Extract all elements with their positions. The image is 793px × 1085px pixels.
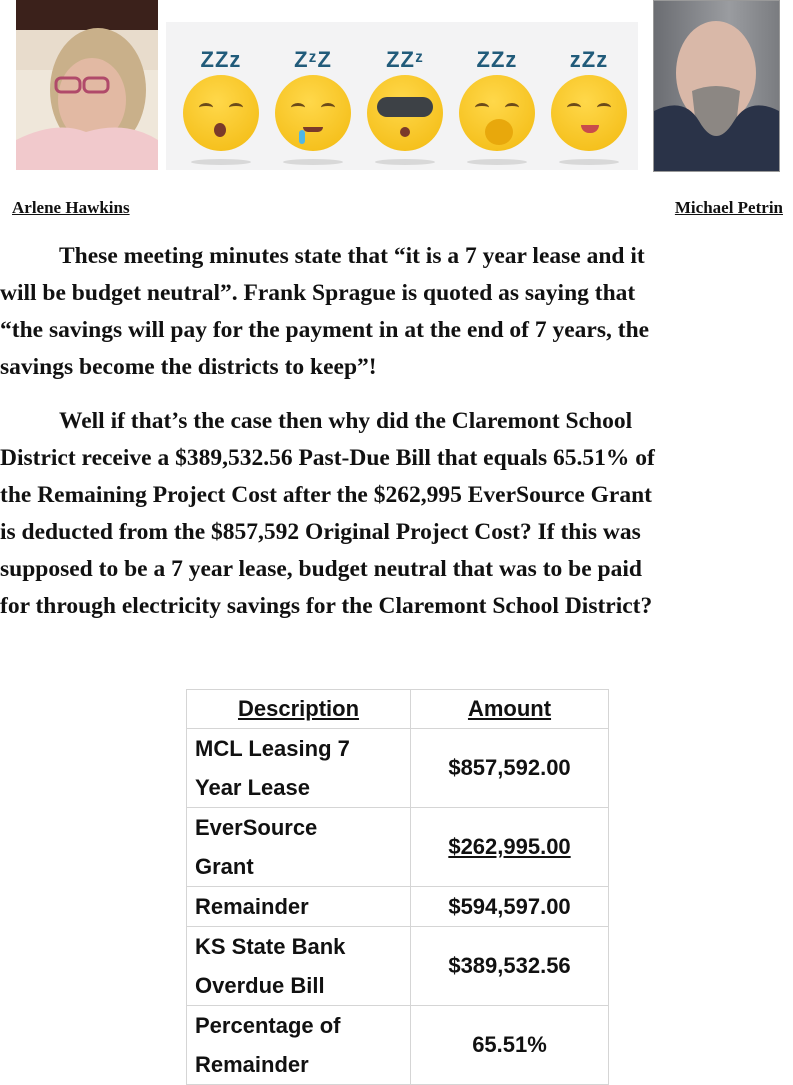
table-row	[187, 808, 609, 887]
zzz-text: zZz	[569, 47, 609, 72]
relieved-sleepy-face-icon	[550, 47, 628, 165]
sleeping-face-icon	[182, 47, 260, 165]
row-description: Remainder	[187, 887, 411, 927]
zzz-text: ZZᶻ	[386, 47, 424, 72]
table-header-row	[187, 690, 609, 729]
row-amount: $594,597.00	[411, 887, 609, 927]
paragraph-line: for through electricity savings for the Claremont School District?	[0, 593, 653, 619]
yawning-face-icon	[458, 47, 536, 165]
table-row	[187, 927, 609, 1006]
cost-summary-table	[186, 689, 609, 1085]
portrait-photo-icon	[16, 0, 158, 170]
paragraph-2	[0, 403, 793, 625]
paragraph-line: savings become the districts to keep”!	[0, 354, 377, 380]
header-amount: Amount	[411, 690, 609, 729]
drooling-sleeping-face-icon	[274, 47, 352, 165]
portrait-photo-icon	[654, 1, 779, 171]
sleep-mask-face-icon	[366, 47, 444, 165]
left-caption: Arlene Hawkins	[12, 198, 130, 217]
header-description: Description	[187, 690, 411, 729]
zzz-text: ZZz	[476, 47, 518, 72]
row-amount: $389,532.56	[411, 927, 609, 1006]
paragraph-line: “the savings will pay for the payment in at the end of 7 years, the	[0, 317, 650, 343]
arlene-hawkins-photo	[16, 0, 158, 170]
paragraph-line: is deducted from the $857,592 Original Project Cost? If this was	[0, 519, 641, 545]
michael-petrin-photo	[653, 0, 780, 172]
row-amount: $262,995.00	[411, 808, 609, 887]
paragraph-1	[0, 238, 793, 386]
paragraph-line: the Remaining Project Cost after the $262,995 EverSource Grant	[0, 482, 652, 508]
row-amount: 65.51%	[411, 1006, 609, 1085]
right-caption: Michael Petrin	[674, 198, 783, 217]
row-description: MCL Leasing 7 Year Lease	[187, 729, 411, 808]
table-row	[187, 729, 609, 808]
row-amount: $857,592.00	[411, 729, 609, 808]
zzz-text: ZᶻZ	[294, 47, 332, 72]
paragraph-line: These meeting minutes state that “it is a 7 year lease and it	[59, 243, 645, 269]
zzz-text: ZZz	[200, 47, 242, 72]
row-description: Percentage of Remainder	[187, 1006, 411, 1085]
row-description: EverSource Grant	[187, 808, 411, 887]
paragraph-line: District receive a $389,532.56 Past-Due Bill that equals 65.51% of	[0, 445, 655, 471]
row-description: KS State Bank Overdue Bill	[187, 927, 411, 1006]
paragraph-line: Well if that’s the case then why did the Claremont School	[59, 408, 633, 434]
paragraph-line: supposed to be a 7 year lease, budget neutral that was to be paid	[0, 556, 642, 582]
sleepy-emoji-strip	[166, 22, 638, 170]
table-row	[187, 887, 609, 927]
paragraph-line: will be budget neutral”. Frank Sprague is quoted as saying that	[0, 280, 636, 306]
table-row	[187, 1006, 609, 1085]
